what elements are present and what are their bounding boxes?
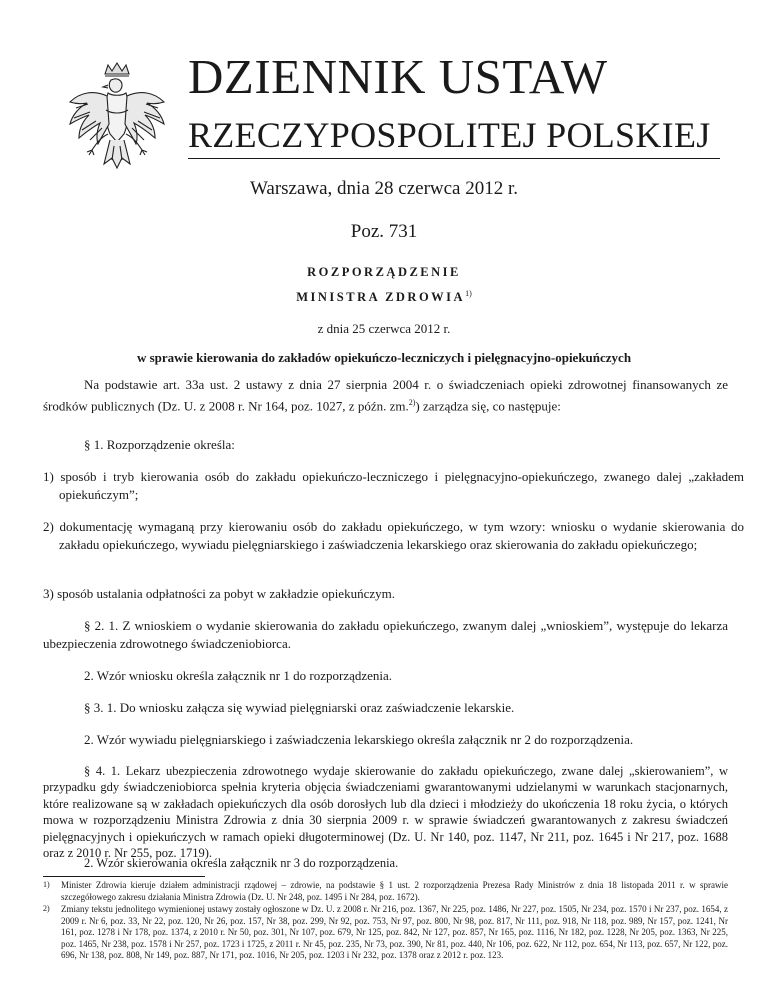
journal-subtitle: RZECZYPOSPOLITEJ POLSKIEJ bbox=[188, 115, 711, 155]
act-date: z dnia 25 czerwca 2012 r. bbox=[317, 321, 451, 336]
issue-position: Poz. 731 bbox=[350, 221, 418, 242]
footnote-2-mark: 2) bbox=[43, 904, 50, 913]
issuer-footnote-ref: 1) bbox=[465, 289, 472, 298]
footnote-1-mark: 1) bbox=[43, 880, 50, 889]
preamble-text-b: ) zarządza się, co następuje: bbox=[415, 397, 561, 413]
act-issuer: MINISTRA ZDROWIA bbox=[296, 290, 466, 305]
section-3-para-2: 2. Wzór wywiadu pielęgniarskiego i zaświadczenia lekarskiego określa załącznik nr 2 do rozporządzenia. bbox=[84, 732, 634, 747]
journal-title: DZIENNIK USTAW bbox=[188, 49, 608, 104]
section-1-item-1: 1) sposób i tryb kierowania osób do zakładu opiekuńczo-leczniczego i pielęgnacyjno-opiekuńczego, zwanego dalej „zakładem opiekuńczym”; bbox=[43, 469, 744, 502]
section-1-intro: § 1. Rozporządzenie określa: bbox=[84, 437, 235, 452]
section-1-item-3: 3) sposób ustalania odpłatności za pobyt w zakładzie opiekuńczym. bbox=[43, 586, 395, 601]
act-subject: w sprawie kierowania do zakładów opiekuńczo-leczniczych i pielęgnacyjno-opiekuńczych bbox=[136, 350, 632, 365]
footnote-1-text: Minister Zdrowia kieruje działem administracji rządowej – zdrowie, na podstawie § 1 ust. 2 rozporządzenia Prezesa Rady Ministrów z dnia 18 listopada 2011 r. w sprawie szczegółowego zakresu działania Ministra Zdrowia (Dz. U. Nr 248, poz. 1495 i Nr 284, poz. 1672). bbox=[61, 880, 728, 902]
preamble-footnote-ref: 2) bbox=[408, 397, 416, 407]
footnote-rule bbox=[43, 876, 205, 877]
preamble-text-a: Na podstawie art. 33a ust. 2 ustawy z dnia 27 sierpnia 2004 r. o świadczeniach opieki zdrowotnej finansowanych ze środków publicznych (Dz. U. z 2008 r. Nr 164, poz. 1027, z późn. zm. bbox=[43, 377, 728, 413]
footnote-2 bbox=[43, 904, 728, 962]
section-2-para-1: § 2. 1. Z wnioskiem o wydanie skierowania do zakładu opiekuńczego, zwanym dalej „wnioskiem”, występuje do lekarza ubezpieczenia zdrowotnego świadczeniobiorca. bbox=[43, 618, 728, 651]
section-1-item-2: 2) dokumentację wymaganą przy kierowaniu osób do zakładu opiekuńczego, w tym wzory: wniosku o wydanie skierowania do zakładu opiekuńczego, wywiadu pielęgniarskiego i zaświadczenia lekarskiego oraz skierowania do zakładu opiekuńczego; bbox=[43, 519, 744, 552]
issue-place-date: Warszawa, dnia 28 czerwca 2012 r. bbox=[249, 178, 519, 199]
section-4-para-1: § 4. 1. Lekarz ubezpieczenia zdrowotnego wydaje skierowanie do zakładu opiekuńczego, zwane dalej „skierowaniem”, w przypadku gdy świadczeniobiorca spełnia kryteria objęcia świadczeniami gwarantowanymi udzielanymi w warunkach stacjonarnych, które realizowane są w zakładach opiekuńczych dla osób dorosłych lub dla dzieci i młodzieży do ukończenia 18 roku życia, o których mowa w rozporządzeniu Ministra Zdrowia z dnia 30 sierpnia 2009 r. w sprawie świadczeń gwarantowanych z zakresu świadczeń pielęgnacyjnych i opiekuńczych w ramach opieki długoterminowej (Dz. U. Nr 140, poz. 1147, Nr 211, poz. 1645 i Nr 217, poz. 1688 oraz z 2010 r. Nr 255, poz. 1719). bbox=[43, 764, 728, 861]
section-2-para-2: 2. Wzór wniosku określa załącznik nr 1 do rozporządzenia. bbox=[84, 668, 393, 683]
section-3-para-1: § 3. 1. Do wniosku załącza się wywiad pielęgniarski oraz zaświadczenie lekarskie. bbox=[84, 700, 515, 715]
section-4-para-2: 2. Wzór skierowania określa załącznik nr 3 do rozporządzenia. bbox=[84, 856, 399, 870]
footnote-2-text: Zmiany tekstu jednolitego wymienionej ustawy zostały ogłoszone w Dz. U. z 2008 r. Nr 216, poz. 1367, Nr 225, poz. 1486, Nr 227, poz. 1505, Nr 234, poz. 1570 i Nr 237, poz. 1654, z 2009 r. Nr 6, poz. 33, Nr 22, poz. 120, Nr 26, poz. 157, Nr 38, poz. 299, Nr 92, poz. 753, Nr 97, poz. 800, Nr 98, poz. 817, Nr 111, poz. 918, Nr 118, poz. 989, Nr 157, poz. 1241, Nr 161, poz. 1278 i Nr 178, poz. 1374, z 2010 r. Nr 50, poz. 301, Nr 107, poz. 679, Nr 125, poz. 842, Nr 127, poz. 857, Nr 165, poz. 1116, Nr 182, poz. 1228, Nr 205, poz. 1363, Nr 225, poz. 1465, Nr 238, poz. 1578 i Nr 257, poz. 1723 i 1725, z 2011 r. Nr 45, poz. 235, Nr 73, poz. 390, Nr 81, poz. 440, Nr 106, poz. 622, Nr 112, poz. 654, Nr 113, poz. 657, Nr 122, poz. 696, Nr 138, poz. 808, Nr 149, poz. 887, Nr 171, poz. 1016, Nr 205, poz. 1203 i Nr 232, poz. 1378 oraz z 2012 r. poz. 123. bbox=[61, 904, 728, 960]
footnote-1 bbox=[43, 880, 728, 903]
act-type: ROZPORZĄDZENIE bbox=[307, 265, 461, 279]
